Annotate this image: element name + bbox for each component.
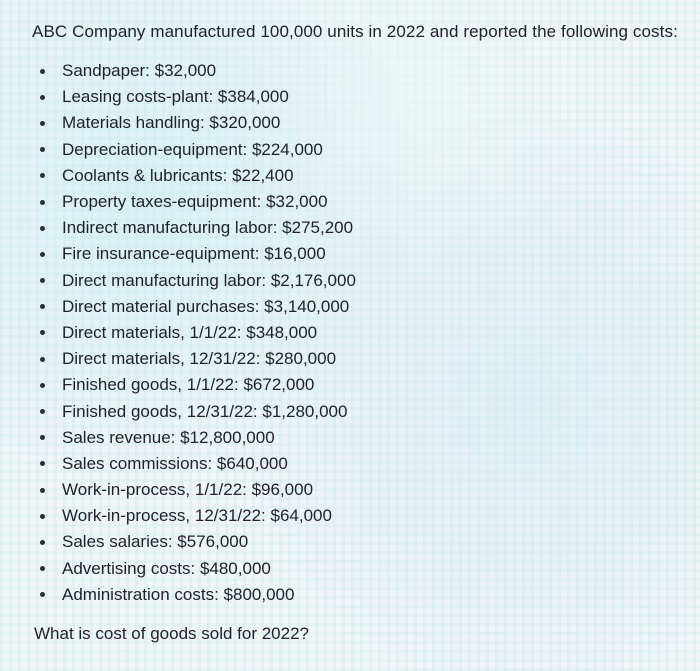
- bullet-icon: [40, 592, 45, 597]
- cost-item: [40, 451, 356, 477]
- cost-item: [40, 215, 356, 241]
- cost-item: [40, 556, 356, 582]
- cost-item: [40, 110, 356, 136]
- cost-item: [40, 294, 356, 320]
- cost-item: [40, 425, 356, 451]
- cost-item-text: Sales revenue: $12,800,000: [62, 427, 275, 447]
- cost-item: [40, 320, 356, 346]
- question-text: What is cost of goods sold for 2022?: [34, 624, 309, 643]
- cost-item-text: Property taxes-equipment: $32,000: [62, 192, 328, 212]
- bullet-icon: [40, 383, 45, 388]
- cost-list: [40, 58, 356, 608]
- cost-item: [40, 268, 356, 294]
- bullet-icon: [40, 435, 45, 440]
- cost-item-text: Direct materials, 1/1/22: $348,000: [62, 322, 318, 342]
- problem-intro: ABC Company manufactured 100,000 units in 2022 and reported the following costs:: [32, 22, 678, 41]
- cost-item: [40, 84, 356, 110]
- cost-item-text: Materials handling: $320,000: [62, 113, 281, 133]
- cost-item-text: Coolants & lubricants: $22,400: [62, 165, 294, 185]
- cost-item: [40, 163, 356, 189]
- cost-item: [40, 398, 356, 424]
- bullet-icon: [40, 121, 45, 126]
- cost-item: [40, 241, 356, 267]
- cost-item-text: Work-in-process, 1/1/22: $96,000: [62, 480, 314, 500]
- bullet-icon: [40, 95, 45, 100]
- bullet-icon: [40, 147, 45, 152]
- bullet-icon: [40, 514, 45, 519]
- cost-item: [40, 582, 356, 608]
- cost-item: [40, 346, 356, 372]
- cost-item-text: Sales commissions: $640,000: [62, 453, 288, 473]
- cost-item-text: Sales salaries: $576,000: [62, 532, 249, 552]
- bullet-icon: [40, 252, 45, 257]
- cost-item-text: Direct manufacturing labor: $2,176,000: [62, 270, 356, 290]
- bullet-icon: [40, 330, 45, 335]
- cost-item-text: Indirect manufacturing labor: $275,200: [62, 218, 354, 238]
- cost-item: [40, 58, 356, 84]
- cost-item: [40, 503, 356, 529]
- cost-item-text: Leasing costs-plant: $384,000: [62, 87, 289, 107]
- bullet-icon: [40, 540, 45, 545]
- bullet-icon: [40, 488, 45, 493]
- bullet-icon: [40, 461, 45, 466]
- cost-item-text: Direct materials, 12/31/22: $280,000: [62, 349, 337, 369]
- cost-item-text: Finished goods, 12/31/22: $1,280,000: [62, 401, 348, 421]
- cost-item-text: Direct material purchases: $3,140,000: [62, 296, 350, 316]
- cost-item: [40, 189, 356, 215]
- cost-item-text: Depreciation-equipment: $224,000: [62, 139, 323, 159]
- bullet-icon: [40, 226, 45, 231]
- bullet-icon: [40, 357, 45, 362]
- cost-item-text: Finished goods, 1/1/22: $672,000: [62, 375, 315, 395]
- cost-item: [40, 477, 356, 503]
- cost-item: [40, 529, 356, 555]
- cost-item: [40, 137, 356, 163]
- bullet-icon: [40, 278, 45, 283]
- cost-item-text: Sandpaper: $32,000: [62, 61, 217, 81]
- cost-item-text: Fire insurance-equipment: $16,000: [62, 244, 326, 264]
- cost-item-text: Work-in-process, 12/31/22: $64,000: [62, 506, 332, 526]
- cost-item-text: Administration costs: $800,000: [62, 584, 295, 604]
- bullet-icon: [40, 173, 45, 178]
- bullet-icon: [40, 566, 45, 571]
- cost-item: [40, 372, 356, 398]
- cost-item-text: Advertising costs: $480,000: [62, 558, 271, 578]
- bullet-icon: [40, 304, 45, 309]
- bullet-icon: [40, 200, 45, 205]
- bullet-icon: [40, 409, 45, 414]
- bullet-icon: [40, 69, 45, 74]
